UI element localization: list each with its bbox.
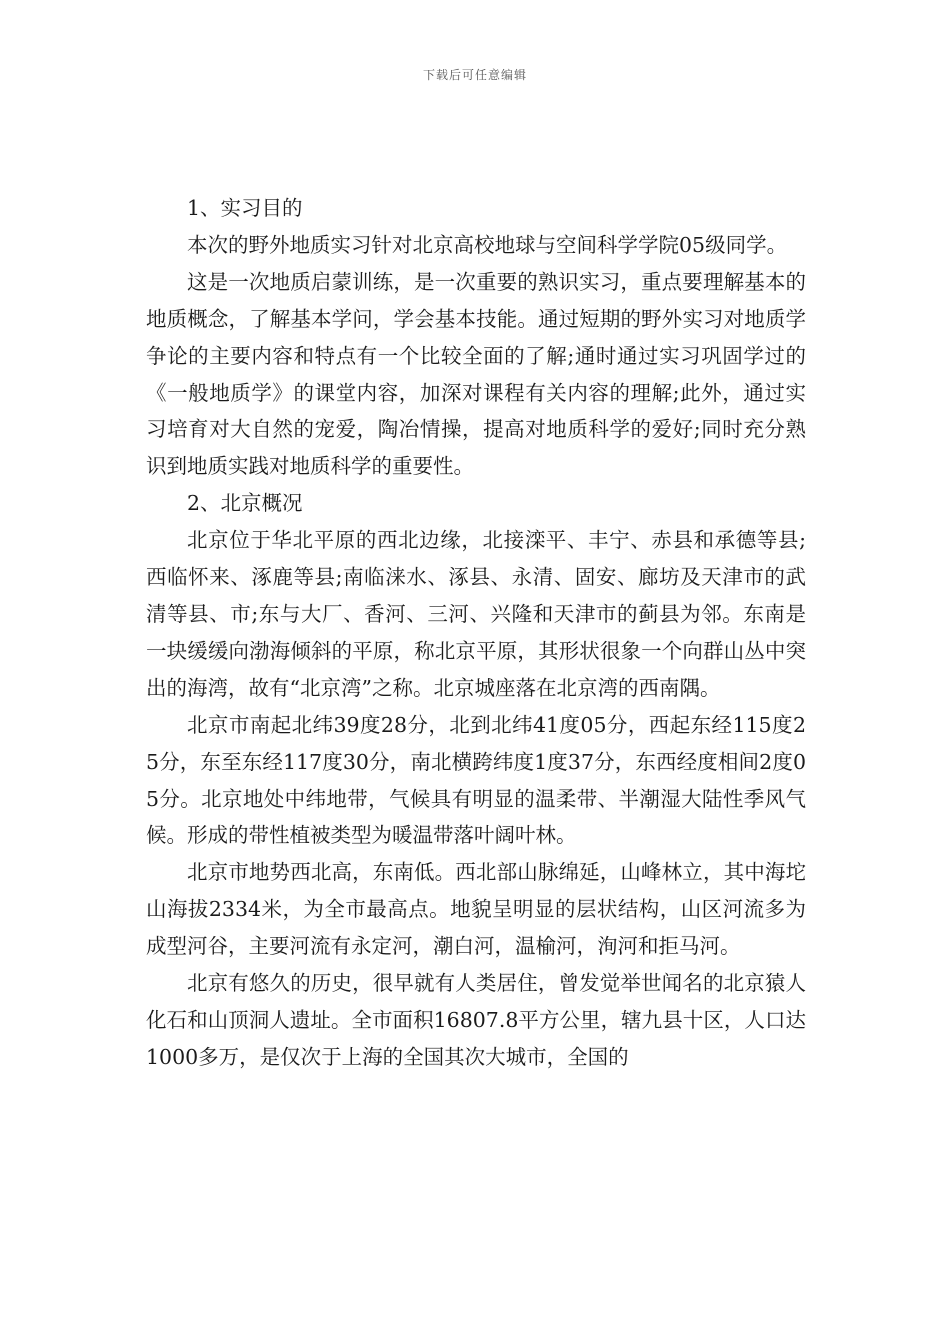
paragraph-location: 北京位于华北平原的西北边缘，北接滦平、丰宁、赤县和承德等县;西临怀来、涿鹿等县;南临涞水、涿县、永清、固安、廊坊及天津市的武清等县、市;东与大厂、香河、三河、兴隆和天津市的蓟县为邻。东南是一块缓缓向渤海倾斜的平原，称北京平原，其形状很象一个向群山丛中突出的海湾，故有“北京湾”之称。北京城座落在北京湾的西南隅。 — [146, 528, 806, 700]
paragraph-history: 北京有悠久的历史，很早就有人类居住，曾发觉举世闻名的北京猿人化石和山顶洞人遗址。全市面积16807.8平方公里，辖九县十区，人口达1000多万，是仅次于上海的全国其次大城市，全国的 — [146, 971, 806, 1069]
paragraph-terrain: 北京市地势西北高，东南低。西北部山脉绵延，山峰林立，其中海坨山海拔2334米，为全市最高点。地貌呈明显的层状结构，山区河流多为成型河谷，主要河流有永定河，潮白河，温榆河，洵河和拒马河。 — [146, 860, 806, 959]
paragraph-purpose-detail: 这是一次地质启蒙训练，是一次重要的熟识实习，重点要理解基本的地质概念，了解基本学问，学会基本技能。通过短期的野外实习对地质学争论的主要内容和特点有一个比较全面的了解;通时通过实习巩固学过的《一般地质学》的课堂内容，加深对课程有关内容的理解;此外，通过实习培育对大自然的宠爱，陶冶情操，提高对地质科学的爱好;同时充分熟识到地质实践对地质科学的重要性。 — [146, 269, 806, 479]
section-heading-purpose: 1、实习目的 — [187, 196, 303, 220]
section-heading-overview: 2、北京概况 — [187, 491, 303, 516]
header-note: 下载后可任意编辑 — [422, 68, 527, 82]
paragraph-coordinates: 北京市南起北纬39度28分，北到北纬41度05分，西起东经115度25分，东至东经117度30分，南北横跨纬度1度37分，东西经度相间2度05分。北京地处中纬地带，气候具有明显的温柔带、半潮湿大陆性季风气候。形成的带性植被类型为暖温带落叶阔叶林。 — [146, 712, 806, 848]
document-body — [146, 190, 806, 1076]
paragraph-purpose-target: 本次的野外地质实习针对北京高校地球与空间科学学院05级同学。 — [187, 232, 788, 257]
